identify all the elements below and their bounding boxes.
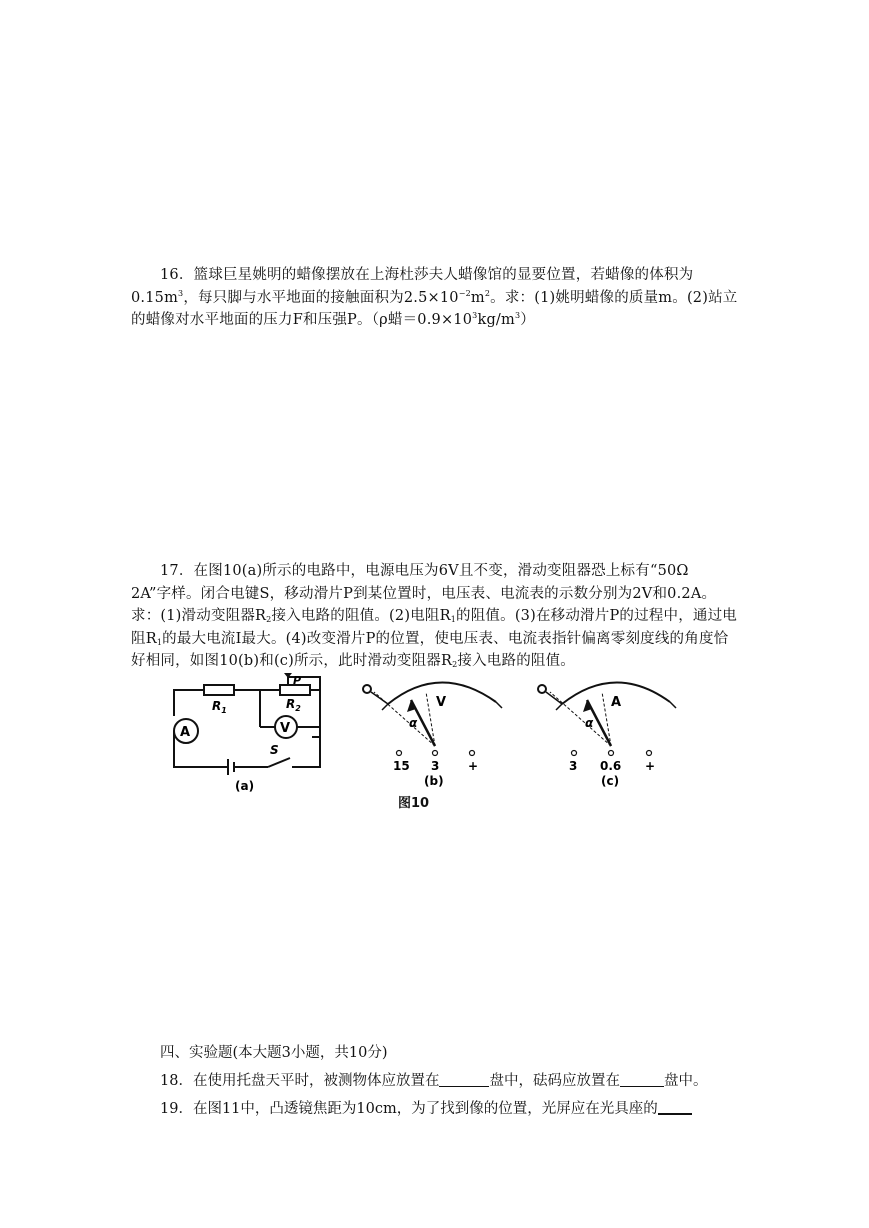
answer-blank[interactable] [658,1099,692,1115]
voltmeter-symbol: V [280,721,291,736]
r1-label: $R_1$ [212,699,227,715]
voltmeter-terminal-plus: + [468,759,479,773]
figure-10 [160,672,720,807]
voltmeter-dial-symbol: V [436,695,447,710]
circuit-diagram [174,673,320,775]
ammeter-angle-label: α [585,716,594,730]
answer-blank[interactable] [439,1072,489,1087]
question-19: 19．在图11中，凸透镜焦距为10cm，为了找到像的位置，光屏应在光具座的 [160,1097,692,1118]
ammeter-dial [538,682,676,755]
voltmeter-angle-label: α [409,716,418,730]
ammeter-terminal-plus: + [645,759,656,773]
figure-caption: 图10 [398,796,430,811]
question-17: 17．在图10(a)所示的电路中，电源电压为6V且不变，滑动变阻器恐上标有“50Ω 2A”字样。闭合电键S，移动滑片P到某位置时，电压表、电流表的示数分别为2V和0.2A。求：(1)滑动变阻器$R_2$接入电路的阻值。(2)电阻$R_1$的阻值。(3)在移动滑片P的过程中，通过电阻$R_1$的最大电流I最大。(4)改变滑片P的位置，使电压表、电流表指针偏离零刻度线的角度恰好相同，如图10(b)和(c)所示，此时滑动变阻器$R_2$接入电路的阻值。 [131,563,738,669]
question-18: 18．在使用托盘天平时，被测物体应放置在 盘中，砝码应放置在 盘中。 [160,1073,708,1089]
ammeter-caption: (c) [601,774,620,788]
voltmeter-caption: (b) [424,774,444,788]
r2-label: $R_2$ [286,697,301,713]
circuit-caption: (a) [235,779,255,793]
question-16: 16．篮球巨星姚明的蜡像摆放在上海杜莎夫人蜡像馆的显要位置，若蜡像的体积为$0.15m^3$，每只脚与水平地面的接触面积为$2.5\times 10^{-2}m^2$。求：(1)姚明蜡像的质量m。(2)站立的蜡像对水平地面的压力F和压强P。（ρ蜡$=0.9\times 10^3kg/m^3$） [131,267,738,328]
ammeter-terminal-0-6: 0.6 [600,759,622,773]
slider-p-label: P [293,674,302,687]
ammeter-dial-symbol: A [611,695,622,710]
ammeter-terminal-3: 3 [569,759,578,773]
switch-label: S [270,743,279,757]
answer-blank[interactable] [620,1072,664,1087]
voltmeter-terminal-15: 15 [393,759,410,773]
voltmeter-dial [363,682,502,755]
section-heading: 四、实验题(本大题3小题，共10分) [160,1045,388,1061]
voltmeter-terminal-3: 3 [431,759,440,773]
ammeter-symbol: A [180,725,191,740]
